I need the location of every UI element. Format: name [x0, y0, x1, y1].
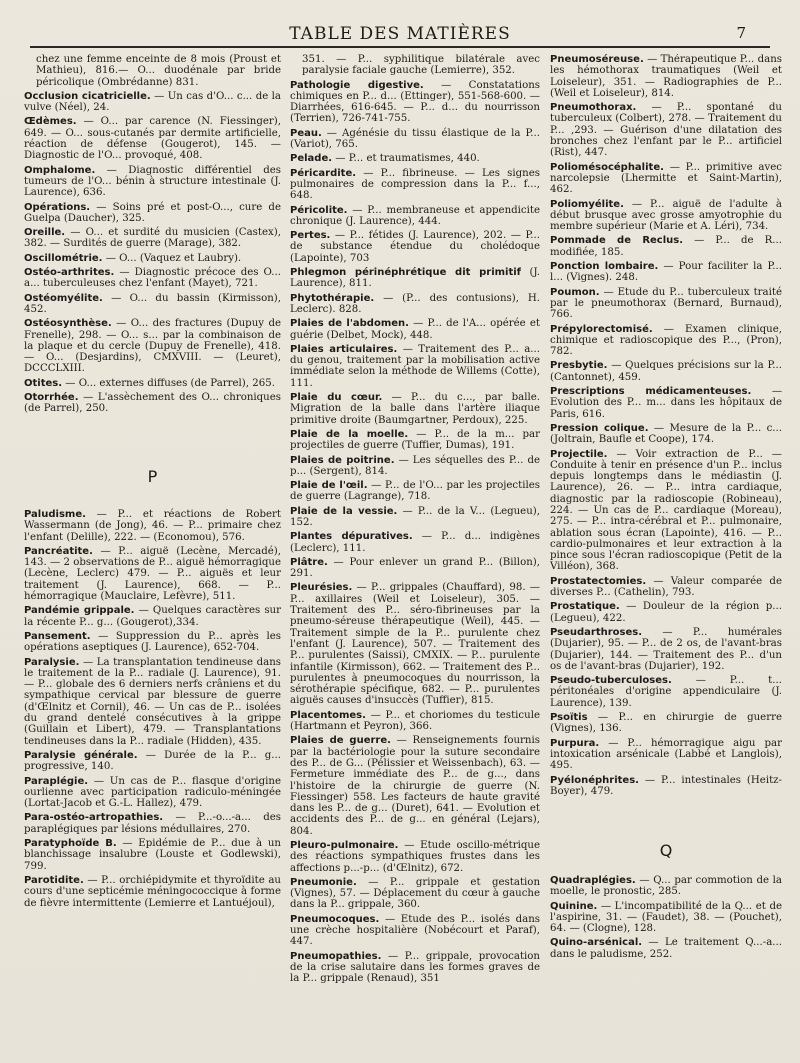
index-entry — [550, 423, 782, 446]
entry-text: — Pour enlever un grand P... (Billon), 291. — [290, 556, 540, 580]
entry-heading: Paralysie générale. — [24, 749, 138, 761]
entry-text: — Constatations chimiques en P... d... (Ettinger), 551-568-600. — Diarrhées, 616-645. — P... d... du nourrisson (Terrien), 726-741-755. — [290, 79, 540, 125]
entry-text: — L'assèchement des O... chroniques (de Parrel), 250. — [24, 392, 281, 415]
entry-heading: Occlusion cicatricielle. — [24, 90, 151, 102]
entry-text: — Epidémie de P... due à un blanchissage insalubre (Louste et Godlewski), 799. — [24, 838, 281, 872]
entry-heading: Phytothérapie. — [290, 292, 375, 304]
entry-text: chez une femme enceinte de 8 mois (Proust et Mathieu), 816.— O... duodénale par bride péricolique (Ombrédanne) 831. — [36, 54, 281, 88]
entry-text: — O... (Vaquez et Laubry). — [105, 252, 242, 264]
column-left — [24, 54, 281, 1053]
entry-heading: Projectile. — [550, 448, 608, 460]
entry-text: — La transplantation tendineuse dans le traitement de la P... radiale (J. Laurence), 91. — P... globale des 6 derniers nerfs crâniens et du sympathique cervical par blessure de guerre (d'Œlnitz et Cornil), 46. — Un cas de P... isolées du grand dentelé consécutives à la grippe (Guillain et Libert), 479. — Transplantations tendineuses dans la P... radiale (Hidden), 435. — [24, 656, 281, 747]
index-entry — [290, 735, 540, 837]
entry-heading: Quinine. — [550, 900, 598, 912]
index-entry — [24, 838, 281, 872]
entry-text: — Etude des P... isolés dans une crèche hospitalière (Nobécourt et Paraf), 447. — [290, 913, 540, 948]
index-entry — [290, 344, 540, 389]
entry-heading: Pelade. — [290, 153, 333, 165]
entry-heading: Parotidite. — [24, 874, 84, 886]
entry-heading: Pertes. — [290, 230, 331, 242]
entry-heading: Prescriptions médicamenteuses. — [550, 386, 752, 398]
entry-heading: Plantes dépuratives. — [290, 531, 413, 543]
entry-heading: Plaies de l'abdomen. — [290, 318, 409, 330]
entry-text: — Durée de la P... g... progressive, 140. — [24, 749, 281, 773]
index-entry — [24, 392, 281, 415]
entry-text: — Diagnostic précoce des O... a... tuberculeuses chez l'enfant (Mayet), 721. — [24, 267, 281, 290]
entry-heading: Ponction lombaire. — [550, 261, 659, 273]
entry-heading: Plaie de la vessie. — [290, 505, 398, 517]
entry-heading: Plaie du cœur. — [290, 392, 383, 404]
entry-heading: Pseudarthroses. — [550, 626, 643, 638]
entry-heading: Plaies de guerre. — [290, 735, 391, 747]
entry-heading: Psoïtis — [550, 712, 588, 724]
index-entry — [24, 750, 281, 773]
entry-heading: Ostéomyélite. — [24, 292, 103, 304]
index-entry — [290, 80, 540, 125]
index-entry — [24, 253, 281, 264]
page-number: 7 — [736, 24, 746, 42]
entry-text: — Un cas d'O... c... de la vulve (Néel), 24. — [24, 90, 281, 114]
entry-heading: Paralysie. — [24, 656, 80, 668]
entry-heading: Oreille. — [24, 227, 66, 239]
entry-text: — P... t... péritonéales d'origine appendiculaire (J. Laurence), 139. — [550, 675, 782, 709]
index-entry — [24, 776, 281, 810]
entry-text: — Mesure de la P... c... (Joltrain, Baufle et Coope), 174. — [550, 422, 782, 446]
entry-text: — P... et réactions de Robert Wassermann (de Jong), 46. — P... primaire chez l'enfant (Delille), 222. — (Economou), 576. — [24, 509, 281, 543]
entry-heading: Plaie de l'œil. — [290, 480, 368, 492]
entry-heading: Ostéosynthèse. — [24, 318, 112, 330]
index-entry — [24, 875, 281, 909]
entry-text: — P... aiguë de l'adulte à début brusque avec grosse amyotrophie du membre supérieur (Marie et A. Léri), 734. — [550, 198, 782, 233]
entry-text: — P... grippale, provocation de la crise salutaire dans les formes graves de la P... grippale (Renaud), 351 — [290, 950, 540, 985]
entry-text: — Douleur de la région p... (Legueu), 422. — [550, 601, 782, 624]
index-entry — [290, 531, 540, 554]
entry-text: — P... grippales (Chauffard), 98. — P... axillaires (Weil et Loiseleur), 305. — Traitement des P... séro-fibrineuses par la pneumo-séreuse thérapeutique (Weil), 445. — Traitement simple de la P... purulente chez l'enfant (J. Laurence), 507. — Traitement des P... purulentes (Saissi), CMXIX. — P... purulente infantile (Kirmisson), 662. — Traitement des P... purulentes à pneumocoques du nourrisson, la sérothérapie spécifique, 682. — P... purulentes aiguës causes d'insuccès (Tuffier), 815. — [290, 582, 540, 707]
entry-heading: Opérations. — [24, 201, 91, 213]
entry-heading: Pommade de Reclus. — [550, 235, 684, 247]
entry-text: — P... membraneuse et appendicite chronique (J. Laurence), 444. — [290, 204, 540, 227]
index-entry — [290, 506, 540, 529]
o-section — [24, 54, 281, 418]
entry-text: — P... de l'O... par les projectiles de guerre (Lagrange), 718. — [290, 480, 540, 503]
q-section — [550, 875, 782, 963]
entry-heading: Pansement. — [24, 630, 91, 642]
index-entry — [550, 901, 782, 935]
index-entry — [24, 227, 281, 250]
section-letter-p: P — [147, 467, 158, 486]
entry-heading: Pseudo-tuberculoses. — [550, 675, 672, 687]
entry-heading: Péricardite. — [290, 167, 357, 179]
entry-text: — O... des fractures (Dupuy de Frenelle), 298. — O... s... par la combinaison de la plaque et du cercle (Dupuy de Frenelle), 418. — O... (Desjardins), CMXVIII. — (Leuret), DCCCLXIII. — [24, 318, 281, 375]
index-entry — [24, 116, 281, 161]
index-entry — [24, 546, 281, 602]
p-section-middle — [290, 54, 540, 985]
index-entry — [290, 480, 540, 503]
entry-heading: Otites. — [24, 377, 63, 389]
entry-text: — P... et traumatismes, 440. — [335, 153, 480, 165]
index-entry — [36, 54, 281, 88]
entry-heading: Plâtre. — [290, 556, 328, 568]
index-entry — [550, 324, 782, 358]
entry-heading: Pandémie grippale. — [24, 605, 135, 617]
entry-heading: Placentomes. — [290, 709, 366, 721]
index-entry — [290, 914, 540, 948]
entry-heading: Peau. — [290, 127, 322, 139]
entry-text: — P... d... indigènes (Leclerc), 111. — [290, 531, 540, 554]
entry-text: — Quelques caractères sur la récente P... g... (Gougerot),334. — [24, 605, 281, 628]
entry-text: — (P... des contusions), H. Leclerc). 828. — [290, 292, 540, 315]
index-entry — [290, 429, 540, 452]
entry-text: — P... du c..., par balle. Migration de la balle dans l'artère iliaque primitive droite (Baumgartner, Perdoux), 225. — [290, 392, 540, 426]
entry-text: — Suppression du P... après les opérations aseptiques (J. Laurence), 652-704. — [24, 630, 281, 654]
index-entry — [24, 657, 281, 747]
entry-text: — P... de la V... (Legueu), 152. — [290, 505, 540, 528]
section-letter-q: Q — [659, 841, 673, 860]
entry-text: — Soins pré et post-O..., cure de Guelpa (Daucher), 325. — [24, 201, 281, 224]
entry-text: — Q... par commotion de la moelle, le pronostic, 285. — [550, 875, 782, 898]
index-entry — [290, 168, 540, 202]
entry-text: — Evolution des P... m... dans les hôpitaux de Paris, 616. — [550, 386, 782, 420]
entry-text: — Traitement des P... a... du genou, traitement par la mobilisation active immédiate selon la méthode de Willems (Cotte), 111. — [290, 343, 540, 389]
entry-heading: Plaies de poitrine. — [290, 454, 395, 466]
entry-text: — Agénésie du tissu élastique de la P... (Variot), 765. — [290, 127, 540, 151]
entry-heading: Oscillométrie. — [24, 252, 103, 264]
entry-text: — P... orchiépidymite et thyroïdite au cours d'une septicémie méningococcique à forme de fièvre intermittente (Lemierre et Lantuéjoul), — [24, 874, 281, 909]
entry-text: — O... par carence (N. Fiessinger), 649. — O... sous-cutanés par dermite artificielle, réaction de défense (Gougerot), 145. — Diagnostic de l'O... provoqué, 408. — [24, 116, 281, 162]
entry-heading: Pleuro-pulmonaire. — [290, 840, 399, 851]
entry-text: — P... de l'A... opérée et guérie (Delbet, Mock), 448. — [290, 318, 540, 341]
entry-heading: Plaie de la moelle. — [290, 428, 409, 440]
index-entry — [290, 710, 540, 733]
entry-heading: Plaies articulaires. — [290, 343, 398, 355]
entry-heading: Pyélonéphrites. — [550, 774, 639, 786]
entry-heading: Poliomésocéphalite. — [550, 161, 664, 173]
entry-text: — Les séquelles des P... de p... (Sergent), 814. — [290, 454, 540, 477]
entry-heading: Œdèmes. — [24, 116, 77, 128]
entry-heading: Ostéo-arthrites. — [24, 267, 115, 279]
index-entry — [24, 202, 281, 225]
entry-heading: Pneumopathies. — [290, 950, 382, 962]
entry-text: — Un cas de P... flasque d'origine ourlienne avec participation radiculo-méningée (Lortat-Jacob et G.-L. Hallez), 479. — [24, 775, 281, 810]
index-entry — [290, 951, 540, 985]
entry-text: — Etude oscillo-métrique des réactions sympathiques frustes dans les affections p...-p... (d'Œlnitz), 672. — [290, 840, 540, 874]
index-entry — [550, 738, 782, 772]
entry-text: — P...-o...-a... des paraplégiques par lésions médullaires, 270. — [24, 812, 281, 835]
entry-text: — P... aiguë (Lecène, Mercadé), 143. — 2 observations de P... aiguë hémorragique (Lecène, Leclerc) 479. — P... aiguës et leur traitement (J. Laurence), 668. — P... hémorragique (Mauclaire, Lefèvre), 511. — [24, 545, 281, 603]
index-entry — [550, 199, 782, 233]
index-entry — [290, 205, 540, 228]
entry-text: — L'incompatibilité de la Q... et de l'aspirine, 31. — (Faudet), 38. — (Pouchet), 64. — (Clogne), 128. — [550, 900, 782, 935]
entry-heading: Paratyphoïde B. — [24, 838, 117, 850]
entry-text: — P... en chirurgie de guerre (Vignes), 136. — [550, 712, 782, 735]
entry-text: — P... de la m... par projectiles de guerre (Tuffier, Dumas), 191. — [290, 428, 540, 452]
entry-heading: Pathologie digestive. — [290, 79, 424, 91]
index-entry — [550, 937, 782, 960]
entry-heading: Presbytie. — [550, 360, 608, 372]
column-middle — [290, 54, 540, 1053]
index-entry — [550, 386, 782, 420]
index-entry — [550, 235, 782, 258]
entry-heading: Pneumoséreuse. — [550, 54, 644, 65]
index-entry — [290, 455, 540, 478]
index-entry — [550, 261, 782, 284]
entry-heading: Pneumonie. — [290, 876, 357, 888]
entry-heading: Paraplégie. — [24, 775, 89, 787]
entry-text: — P... fétides (J. Laurence), 202. — P... de substance étendue du cholédoque (Lapointe), 703 — [290, 230, 540, 264]
entry-heading: Poliomyélite. — [550, 198, 624, 210]
index-entry — [550, 360, 782, 383]
entry-text: — Valeur comparée de diverses P... (Cathelin), 793. — [550, 575, 782, 599]
entry-heading: Pneumothorax. — [550, 102, 637, 114]
entry-text: 351. — P... syphilitique bilatérale avec paralysie faciale gauche (Lemierre), 352. — [302, 54, 540, 77]
index-entry — [290, 877, 540, 911]
entry-heading: Quadraplégies. — [550, 875, 636, 886]
entry-text: — O... externes diffuses (de Parrel), 265. — [65, 377, 275, 389]
index-entry — [550, 712, 782, 735]
entry-heading: Prostatique. — [550, 601, 620, 613]
index-entry — [24, 293, 281, 316]
entry-heading: Pression colique. — [550, 422, 649, 434]
index-entry — [290, 318, 540, 341]
p-section-start — [24, 509, 281, 912]
entry-text: — Pour faciliter la P... l... (Vignes). 248. — [550, 261, 782, 284]
entry-heading: Pancréatite. — [24, 545, 93, 557]
index-entry — [290, 557, 540, 580]
entry-text: — Renseignements fournis par la bactériologie pour la suture secondaire des P... de G... (Pélissier et Weissenbach), 63. — Fermeture immédiate des P... de g..., dans l'histoire de la chirurgie de guerre (N. Fiessinger) 558. Les facteurs de haute gravité dans les P... de g... (Duret), 641. — Evolution et accidents des P... de g... en général (Lejars), 804. — [290, 735, 540, 837]
entry-text: — Diagnostic différentiel des tumeurs de l'O... bénin à structure intestinale (J. Laurence), 636. — [24, 164, 281, 199]
entry-text: — P... intestinales (Heitz-Boyer), 479. — [550, 774, 782, 797]
entry-heading: Poumon. — [550, 286, 600, 298]
index-entry — [550, 675, 782, 709]
index-entry — [550, 54, 782, 99]
index-entry — [290, 267, 540, 290]
index-entry — [24, 378, 281, 389]
index-entry — [550, 102, 782, 158]
entry-text: — P... fibrineuse. — Les signes pulmonaires de compression dans la P... f..., 648. — [290, 167, 540, 202]
index-entry — [550, 576, 782, 599]
index-entry — [24, 165, 281, 199]
running-title: TABLE DES MATIÈRES — [289, 24, 511, 44]
entry-text: — Etude du P... tuberculeux traité par le pneumothorax (Bernard, Burnaud), 766. — [550, 286, 782, 321]
index-entry — [550, 601, 782, 624]
index-entry — [550, 287, 782, 321]
entry-text: — Thérapeutique P... dans les hémothorax traumatiques (Weil et Loiseleur), 351. — Radiographies de P... (Weil et Loiseleur), 814. — [550, 54, 782, 99]
entry-text: — P... et choriomes du testicule (Hartmann et Peyron), 366. — [290, 709, 540, 733]
entry-text: — P... humérales (Dujarier), 95. — P... de 2 os, de l'avant-bras (Dujarier), 144. — Traitement des P... d'un os de l'avant-bras (Dujarier), 192. — [550, 626, 782, 672]
entry-text: — P... spontané du tuberculeux (Colbert), 278. — Traitement du P... ,293. — Guérison d'une dilatation des bronches chez l'enfant par le P... artificiel (Rist), 447. — [550, 102, 782, 159]
entry-heading: Pneumocoques. — [290, 913, 380, 925]
page-header — [30, 22, 770, 48]
index-entry — [290, 153, 540, 164]
index-entry — [24, 91, 281, 114]
index-entry — [290, 840, 540, 874]
entry-heading: Otorrhée. — [24, 392, 79, 404]
index-entry — [290, 293, 540, 316]
index-entry — [290, 230, 540, 264]
index-entry — [550, 162, 782, 196]
entry-heading: Purpura. — [550, 737, 600, 749]
index-entry — [24, 812, 281, 835]
index-entry — [290, 392, 540, 426]
index-entry — [550, 875, 782, 898]
index-entry — [24, 631, 281, 654]
index-entry — [550, 775, 782, 798]
entry-heading: Para-ostéo-artropathies. — [24, 812, 164, 824]
entry-text: — Examen clinique, chimique et radioscopique des P..., (Pron), 782. — [550, 323, 782, 358]
index-entry — [290, 128, 540, 151]
index-entry — [24, 267, 281, 290]
entry-heading: Omphalome. — [24, 164, 96, 176]
entry-text: — Voir extraction de P... — Conduite à tenir en présence d'un P... inclus depuis longtemps dans le médiastin (J. Laurence), 26. — P... intra cardiaque, diagnostic par la radioscopie (Robineau), 224. — Un cas de P... cardiaque (Moreau), 275. — P... intra-cérébral et P... pulmonaire, ablation sous écran (Lapointe), 416. — P... cardio-pulmonaires et leur extraction à la pince sous l'écran radioscopique (Petit de la Villéon), 368. — [550, 448, 782, 573]
entry-text: — Le traitement Q...-a... dans le paludisme, 252. — [550, 937, 782, 960]
entry-text: — O... du bassin (Kirmisson), 452. — [24, 292, 281, 315]
p-section-end — [550, 54, 782, 800]
entry-heading: Pleurésies. — [290, 582, 353, 594]
index-entry — [550, 449, 782, 573]
header-rule — [30, 46, 770, 48]
entry-heading: Quino-arsénical. — [550, 937, 643, 949]
entry-heading: Prépylorectomisé. — [550, 323, 653, 335]
index-entry — [302, 54, 540, 77]
entry-text: — O... et surdité du musicien (Castex), 382. — Surdités de guerre (Marage), 382. — [24, 227, 281, 250]
entry-heading: Péricolite. — [290, 204, 348, 216]
entry-text: — P... primitive avec narcolepsie (Lhermitte et Saint-Martin), 462. — [550, 161, 782, 196]
entry-text: — Quelques précisions sur la P... (Cantonnet), 459. — [550, 360, 782, 383]
entry-text: — P... grippale et gestation (Vignes), 57. — Déplacement du cœur à gauche dans la P... grippale, 360. — [290, 876, 540, 911]
index-entry — [24, 509, 281, 543]
index-entry — [290, 582, 540, 706]
index-entry — [550, 627, 782, 672]
entry-text: (J. Laurence), 811. — [290, 267, 540, 290]
entry-text: — P... de R... modifiée, 185. — [550, 235, 782, 258]
index-entry — [24, 605, 281, 628]
index-entry — [24, 318, 281, 374]
entry-heading: Phlegmon périnéphrétique dit primitif — [290, 267, 522, 279]
entry-text: — P... hémorragique aigu par intoxication arsénicale (Labbé et Langlois), 495. — [550, 737, 782, 772]
entry-heading: Paludisme. — [24, 509, 86, 520]
column-right — [550, 54, 782, 1053]
entry-heading: Prostatectomies. — [550, 575, 647, 587]
